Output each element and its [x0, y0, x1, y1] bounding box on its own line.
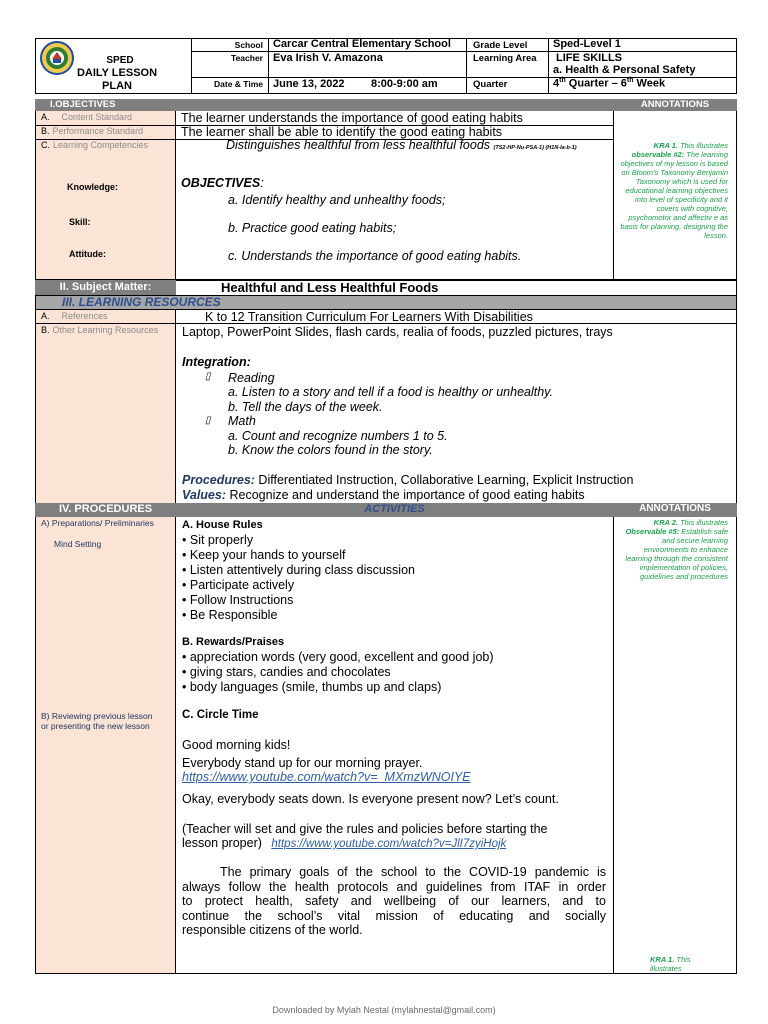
skill-text: b. Practice good eating habits;	[228, 221, 397, 235]
knowledge-text: a. Identify healthy and unhealthy foods;	[228, 193, 446, 207]
performance-standard-label: B. Performance Standard	[41, 126, 144, 136]
other-resources-text: Laptop, PowerPoint Slides, flash cards, realia of foods, puzzled pictures, trays	[182, 325, 613, 339]
attitude-label: Attitude:	[69, 249, 106, 259]
dlp-title-line2: DAILY LESSON	[76, 67, 158, 79]
references-text: K to 12 Transition Curriculum For Learners With Disabilities	[205, 310, 533, 324]
list-item: • appreciation words (very good, excellent and good job)	[182, 650, 494, 664]
math-item-a: a. Count and recognize numbers 1 to 5.	[228, 429, 448, 443]
date-time-label: Date & Time	[214, 79, 263, 89]
attendance-text: Okay, everybody seats down. Is everyone present now? Let’s count.	[182, 792, 559, 806]
skill-label: Skill:	[69, 217, 91, 227]
procedures-annotation: KRA 2. This illustrates Observable #5: Establish safe and secure learning environments to enhance learning through the consistent implementation of policies, guidelines and procedures	[625, 518, 728, 581]
math-item-b: b. Know the colors found in the story.	[228, 443, 433, 457]
procedures-line: Procedures: Differentiated Instruction, Collaborative Learning, Explicit Instruction	[182, 473, 634, 487]
procedures-label-column	[36, 517, 175, 973]
list-item: • body languages (smile, thumbs up and claps)	[182, 680, 442, 694]
reading-item-a: a. Listen to a story and tell if a food is healthy or unhealthy.	[228, 385, 553, 399]
covid-paragraph: The primary goals of the school to the COVID-19 pandemic is always follow the health protocols and guidelines from ITAF in order to protect health, safety and wellbeing of our learners, and to continue the school’s vital mission of educating and socially responsible citizens of the world.	[182, 865, 606, 937]
knowledge-label: Knowledge:	[67, 182, 118, 192]
reading-label: Reading	[228, 371, 275, 385]
subject-matter-label: II. Subject Matter:	[59, 281, 152, 293]
list-item: • Keep your hands to yourself	[182, 548, 346, 562]
rules-note-line1: (Teacher will set and give the rules and policies before starting the	[182, 822, 548, 836]
competency-text: Distinguishes healthful from less healthful foods (TS2-HP-Nu-PSA-1) (H1N-Ia-b-1)	[226, 138, 577, 152]
subject-matter-title: Healthful and Less Healthful Foods	[221, 280, 439, 295]
greeting-text: Good morning kids!	[182, 738, 291, 752]
learning-area-line1: LIFE SKILLS	[556, 52, 622, 64]
rewards-title: B. Rewards/Praises	[182, 636, 285, 648]
objectives-subheading: OBJECTIVES:	[181, 176, 264, 190]
list-item: • Follow Instructions	[182, 593, 294, 607]
reading-item-b: b. Tell the days of the week.	[228, 400, 383, 414]
reviewing-label-line2: or presenting the new lesson	[41, 721, 150, 731]
time-value: 8:00-9:00 am	[371, 78, 438, 90]
integration-label: Integration:	[182, 355, 251, 369]
references-label: A. References	[41, 311, 108, 321]
download-footer: Downloaded by Mylah Nestal (mylahnestal@gmail.com)	[272, 1005, 496, 1015]
learning-competencies-label: C. Learning Competencies	[41, 140, 149, 150]
objectives-heading: I.OBJECTIVES	[50, 99, 116, 110]
learning-resources-label: III. LEARNING RESOURCES	[62, 295, 221, 309]
dlp-title-line3: PLAN	[102, 80, 132, 92]
values-line: Values: Recognize and understand the importance of good eating habits	[182, 488, 585, 502]
list-item: • Participate actively	[182, 578, 295, 592]
math-bullet-icon: ▯	[205, 415, 211, 426]
house-rules-list	[182, 533, 415, 623]
teacher-value: Eva Irish V. Amazona	[273, 52, 383, 64]
math-label: Math	[228, 414, 256, 428]
school-label: School	[234, 40, 263, 50]
rules-video-link[interactable]: https://www.youtube.com/watch?v=JlI7zyiHojk	[271, 838, 507, 850]
preparations-label: A) Preparations/ Preliminaries	[41, 518, 154, 528]
procedures-heading: IV. PROCEDURES	[58, 503, 153, 515]
resources-label-column	[36, 310, 175, 503]
procedures-annotation-2: KRA 1. This illustrates	[650, 955, 691, 973]
mind-setting-label: Mind Setting	[54, 539, 102, 549]
grade-level-value: Sped-Level 1	[553, 38, 621, 50]
school-value: Carcar Central Elementary School	[273, 38, 451, 50]
grade-level-label: Grade Level	[473, 40, 528, 51]
quarter-label: Quarter	[473, 79, 508, 90]
list-item: • giving stars, candies and chocolates	[182, 665, 391, 679]
activities-heading: ACTIVITIES	[364, 503, 425, 515]
objectives-annotation: KRA 1. This illustrates observable #2: The learning objectives of my lesson is based on Bloom's Taxonomy Benjamin Taxonomy which is used for educational learning objectives into level of specificity and it covers with cognitive, psychomotor and affectiv e as basis for planning, designing the lesson.	[620, 141, 728, 240]
procedures-annotations-heading: ANNOTATIONS	[639, 503, 711, 514]
reading-bullet-icon: ▯	[205, 371, 211, 382]
list-item: • Sit properly	[182, 533, 254, 547]
quarter-value: 4th Quarter – 6th Week	[553, 77, 666, 90]
list-item: • Be Responsible	[182, 608, 278, 622]
other-resources-label: B. Other Learning Resources	[41, 325, 159, 335]
date-value: June 13, 2022	[273, 78, 345, 90]
house-rules-title: A. House Rules	[182, 519, 263, 531]
rules-note-line2: lesson proper) https://www.youtube.com/watch?v=JlI7zyiHojk	[182, 836, 507, 850]
list-item: • Listen attentively during class discussion	[182, 563, 415, 577]
teacher-label: Teacher	[231, 53, 263, 63]
content-standard-text: The learner understands the importance of good eating habits	[181, 111, 523, 125]
learning-area-label: Learning Area	[473, 53, 537, 64]
circle-time-title: C. Circle Time	[182, 709, 259, 721]
performance-standard-text: The learner shall be able to identify the good eating habits	[181, 125, 503, 139]
prayer-video-link[interactable]: https://www.youtube.com/watch?v=_MXmzWNOIYE	[182, 770, 471, 784]
dlp-title-line1: SPED	[106, 55, 134, 66]
rewards-list	[182, 650, 494, 695]
annotations-heading: ANNOTATIONS	[640, 99, 710, 110]
reviewing-label-line1: B) Reviewing previous lesson	[41, 711, 153, 721]
attitude-text: c. Understands the importance of good eating habits.	[228, 249, 522, 263]
prayer-text: Everybody stand up for our morning prayer.	[182, 756, 423, 770]
learning-area-line2: a. Health & Personal Safety	[553, 64, 696, 76]
content-standard-label: A. Content Standard	[41, 112, 133, 122]
